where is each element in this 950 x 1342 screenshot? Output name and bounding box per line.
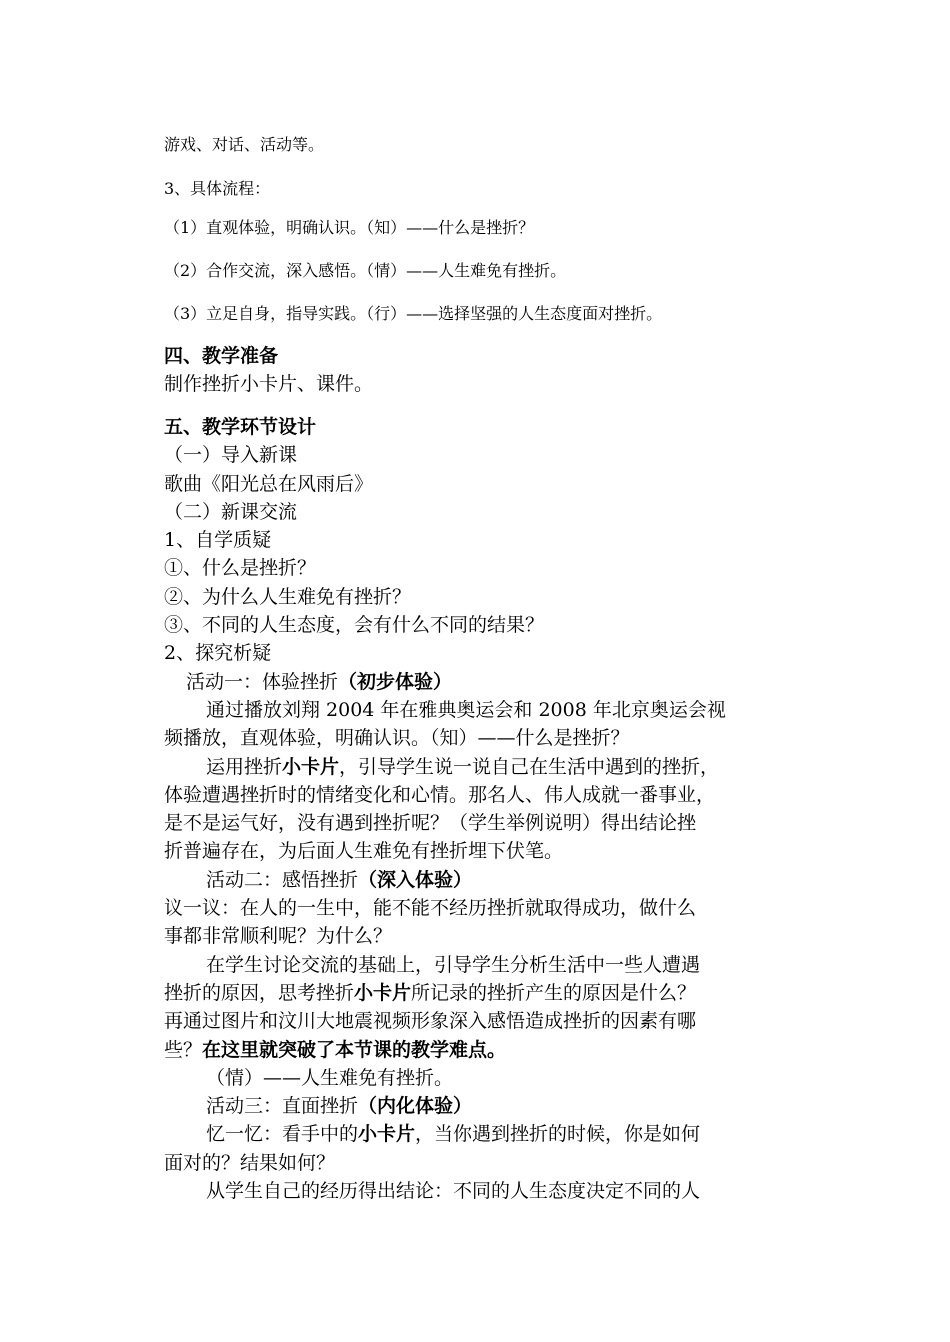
explore-title: 2、探究析疑 <box>164 642 272 665</box>
activity-1-para-2-line-2: 体验遭遇挫折时的情绪变化和心情。那名人、伟人成就一番事业， <box>164 783 716 806</box>
activity-2-para-line-1: 在学生讨论交流的基础上，引导学生分析生活中一些人遭遇 <box>206 953 701 976</box>
song-line: 歌曲《阳光总在风雨后》 <box>164 472 374 495</box>
subheading-intro: （一）导入新课 <box>164 444 298 467</box>
text-fragment: 忆一忆：看手中的 <box>206 1123 359 1146</box>
activity-3-title <box>164 1092 804 1120</box>
activity-1-para-1-line-2: 频播放，直观体验，明确认识。（知）——什么是挫折？ <box>164 727 630 750</box>
small-card-term: 小卡片 <box>282 755 340 778</box>
self-study-title: 1、自学质疑 <box>164 529 272 552</box>
text-fragment: ，当你遇到挫折的时候，你是如何 <box>415 1123 701 1146</box>
activity-3-line-3: 从学生自己的经历得出结论：不同的人生态度决定不同的人 <box>206 1180 701 1203</box>
intro-line-1: 游戏、对话、活动等。 <box>164 135 325 154</box>
flow-step-3: （3）立足自身，指导实践。（行）——选择坚强的人生态度面对挫折。 <box>164 304 663 323</box>
section-4-text: 制作挫折小卡片、课件。 <box>164 373 374 396</box>
intro-line-2: 3、具体流程： <box>164 179 271 198</box>
section-5-heading: 五、教学环节设计 <box>164 416 317 438</box>
activity-3-line-1 <box>164 1120 804 1148</box>
question-1: ①、什么是挫折？ <box>164 557 317 580</box>
text-fragment: 挫折的原因，思考挫折 <box>164 981 355 1004</box>
activity-2-para-line-2 <box>164 979 804 1007</box>
activity-2-para-line-3: 再通过图片和汶川大地震视频形象深入感悟造成挫折的因素有哪 <box>164 1010 697 1033</box>
activity-3-line-2: 面对的？结果如何？ <box>164 1151 336 1174</box>
section-4-heading: 四、教学准备 <box>164 345 279 367</box>
text-fragment: 所记录的挫折产生的原因是什么？ <box>411 981 697 1004</box>
activity-1-title <box>164 668 804 696</box>
activity-3-tag: （内化体验） <box>358 1095 473 1118</box>
small-card-term: 小卡片 <box>354 981 412 1004</box>
question-3: ③、不同的人生态度，会有什么不同的结果？ <box>164 614 545 637</box>
text-fragment: 运用挫折 <box>206 755 283 778</box>
question-2: ②、为什么人生难免有挫折？ <box>164 585 412 608</box>
activity-3-label: 活动三：直面挫折 <box>206 1095 359 1118</box>
activity-2-para-line-4 <box>164 1036 804 1064</box>
activity-1-para-2-line-1 <box>164 753 804 781</box>
activity-2-para-line-5: （情）——人生难免有挫折。 <box>206 1066 454 1089</box>
activity-1-para-2-line-3: 是不是运气好，没有遇到挫折呢？（学生举例说明）得出结论挫 <box>164 812 697 835</box>
subheading-new-lesson: （二）新课交流 <box>164 500 298 523</box>
text-fragment: ，引导学生说一说自己在生活中遇到的挫折， <box>339 755 720 778</box>
activity-2-line-1: 议一议：在人的一生中，能不能不经历挫折就取得成功，做什么 <box>164 897 697 920</box>
activity-2-tag: （深入体验） <box>358 868 473 891</box>
activity-2-line-2: 事都非常顺利呢？为什么？ <box>164 925 393 948</box>
activity-1-para-1-line-1: 通过播放刘翔 2004 年在雅典奥运会和 2008 年北京奥运会视 <box>206 698 726 721</box>
activity-2-title <box>164 866 804 894</box>
activity-2-label: 活动二：感悟挫折 <box>206 868 359 891</box>
small-card-term: 小卡片 <box>358 1123 416 1146</box>
activity-1-para-2-line-4: 折普遍存在，为后面人生难免有挫折埋下伏笔。 <box>164 840 564 863</box>
flow-step-1: （1）直观体验，明确认识。（知）——什么是挫折？ <box>164 218 535 237</box>
key-difficulty-note: 在这里就突破了本节课的教学难点。 <box>202 1038 507 1061</box>
section-4 <box>164 342 804 399</box>
section-5 <box>164 413 804 1205</box>
activity-1-label: 活动一：体验挫折 <box>186 670 339 693</box>
activity-1-tag: （初步体验） <box>338 670 453 693</box>
flow-step-2: （2）合作交流，深入感悟。（情）——人生难免有挫折。 <box>164 261 567 280</box>
text-fragment: 些？ <box>164 1038 203 1061</box>
